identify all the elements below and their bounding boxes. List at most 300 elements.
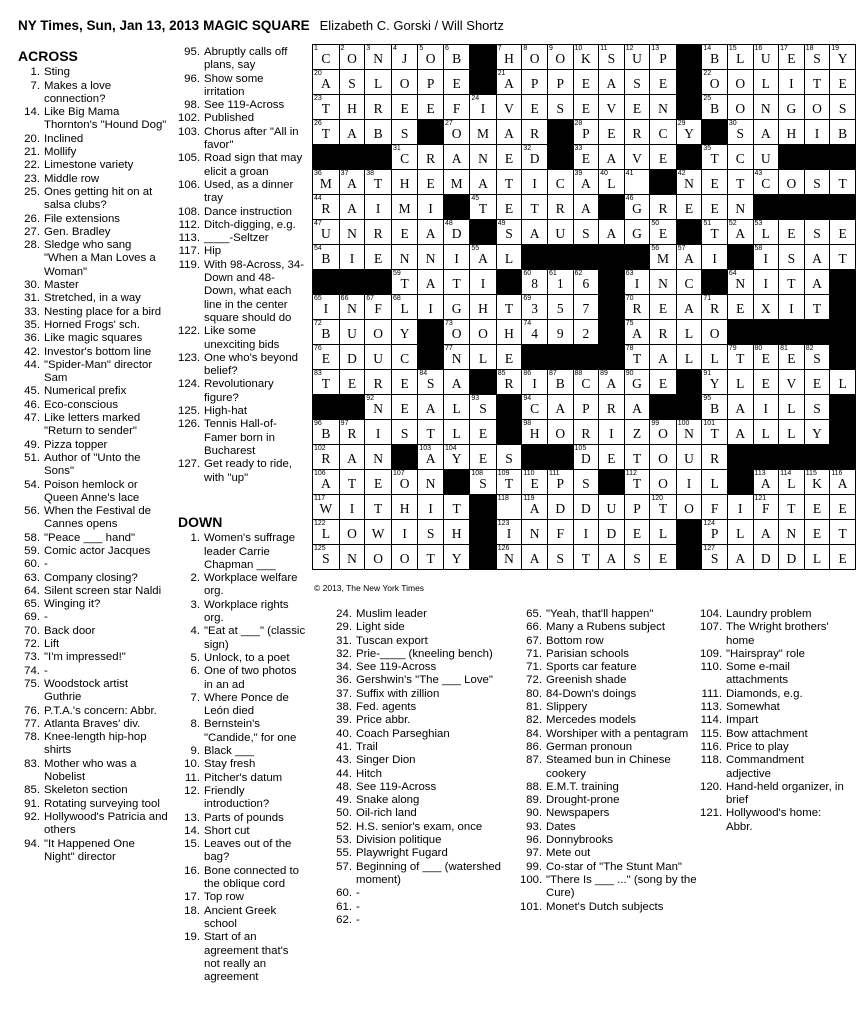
grid-cell[interactable] [339,120,365,145]
clue-item[interactable] [178,812,306,825]
grid-cell[interactable] [391,195,417,220]
grid-cell[interactable] [676,420,702,445]
grid-cell[interactable] [779,170,805,195]
grid-cell[interactable] [339,245,365,270]
grid-cell[interactable] [496,495,522,520]
grid-cell[interactable] [624,270,650,295]
grid-cell[interactable] [547,320,573,345]
grid-cell[interactable] [365,120,392,145]
grid-cell[interactable] [702,395,728,420]
clue-item[interactable] [18,678,168,705]
grid-cell[interactable] [443,145,469,170]
grid-cell[interactable] [779,370,805,395]
grid-cell[interactable] [443,420,469,445]
grid-cell[interactable] [650,95,676,120]
clue-item[interactable] [700,807,850,834]
grid-cell[interactable] [418,495,444,520]
clue-item[interactable] [18,758,168,785]
grid-cell[interactable] [804,395,830,420]
grid-cell[interactable] [522,95,548,120]
clue-item[interactable] [18,798,168,811]
grid-cell[interactable] [599,120,625,145]
grid-cell[interactable] [650,220,676,245]
grid-cell[interactable] [727,345,753,370]
grid-cell[interactable] [573,295,599,320]
grid-cell[interactable] [599,420,625,445]
clue-item[interactable] [18,811,168,838]
grid-cell[interactable] [753,245,779,270]
clue-item[interactable] [178,99,306,112]
clue-item[interactable] [178,532,306,572]
clue-item[interactable] [178,259,306,325]
grid-cell[interactable] [339,170,365,195]
grid-cell[interactable] [547,470,573,495]
grid-cell[interactable] [496,170,522,195]
grid-cell[interactable] [339,70,365,95]
clue-item[interactable] [330,728,502,741]
grid-cell[interactable] [650,245,676,270]
grid-cell[interactable] [443,220,469,245]
clue-item[interactable] [178,112,306,125]
grid-cell[interactable] [418,420,444,445]
clue-item[interactable] [178,179,306,206]
grid-cell[interactable] [830,70,856,95]
grid-cell[interactable] [573,520,599,545]
grid-cell[interactable] [599,70,625,95]
grid-cell[interactable] [727,120,753,145]
clue-item[interactable] [18,705,168,718]
clue-item[interactable] [178,46,306,73]
grid-cell[interactable] [470,345,496,370]
grid-cell[interactable] [702,445,728,470]
grid-cell[interactable] [650,70,676,95]
clue-item[interactable] [178,219,306,232]
grid-cell[interactable] [830,95,856,120]
clue-item[interactable] [330,621,502,634]
clue-item[interactable] [18,532,168,545]
clue-item[interactable] [178,152,306,179]
grid-cell[interactable] [547,70,573,95]
grid-cell[interactable] [702,245,728,270]
clue-item[interactable] [700,741,850,754]
grid-cell[interactable] [522,545,548,570]
grid-cell[interactable] [727,370,753,395]
grid-cell[interactable] [365,345,392,370]
grid-cell[interactable] [599,45,625,70]
grid-cell[interactable] [470,320,496,345]
grid-cell[interactable] [547,295,573,320]
crossword-grid-table[interactable] [312,44,856,570]
grid-cell[interactable] [547,420,573,445]
grid-cell[interactable] [313,520,340,545]
grid-cell[interactable] [313,70,340,95]
clue-item[interactable] [18,146,168,159]
grid-cell[interactable] [496,520,522,545]
grid-cell[interactable] [702,95,728,120]
grid-cell[interactable] [547,45,573,70]
grid-cell[interactable] [418,45,444,70]
clue-item[interactable] [178,785,306,812]
grid-cell[interactable] [650,545,676,570]
clue-item[interactable] [330,861,502,888]
grid-cell[interactable] [676,245,702,270]
grid-cell[interactable] [365,170,392,195]
grid-cell[interactable] [804,270,830,295]
grid-cell[interactable] [418,270,444,295]
grid-cell[interactable] [313,445,340,470]
clue-item[interactable] [700,714,850,727]
clue-item[interactable] [700,648,850,661]
clue-item[interactable] [18,838,168,865]
grid-cell[interactable] [391,120,417,145]
grid-cell[interactable] [470,470,496,495]
grid-cell[interactable] [650,445,676,470]
grid-cell[interactable] [830,245,856,270]
grid-cell[interactable] [470,95,496,120]
grid-cell[interactable] [702,370,728,395]
grid-cell[interactable] [702,520,728,545]
grid-cell[interactable] [804,420,830,445]
grid-cell[interactable] [779,420,805,445]
grid-cell[interactable] [496,295,522,320]
clue-item[interactable] [18,133,168,146]
clue-item[interactable] [178,905,306,932]
clue-item[interactable] [178,405,306,418]
grid-cell[interactable] [418,295,444,320]
grid-cell[interactable] [365,195,392,220]
grid-cell[interactable] [779,45,805,70]
clue-item[interactable] [700,661,850,688]
grid-cell[interactable] [313,245,340,270]
clue-item[interactable] [178,352,306,379]
grid-cell[interactable] [547,370,573,395]
clue-item[interactable] [520,754,700,781]
grid-cell[interactable] [624,445,650,470]
grid-cell[interactable] [702,295,728,320]
grid-cell[interactable] [624,345,650,370]
clue-item[interactable] [18,412,168,439]
clue-item[interactable] [330,887,502,900]
grid-cell[interactable] [702,470,728,495]
grid-cell[interactable] [443,395,469,420]
grid-cell[interactable] [443,320,469,345]
grid-cell[interactable] [522,220,548,245]
clue-item[interactable] [520,674,700,687]
clue-item[interactable] [18,213,168,226]
clue-item[interactable] [178,665,306,692]
grid-cell[interactable] [779,345,805,370]
grid-cell[interactable] [830,45,856,70]
clue-item[interactable] [520,648,700,661]
grid-cell[interactable] [830,370,856,395]
grid-cell[interactable] [753,95,779,120]
clue-item[interactable] [330,661,502,674]
clue-item[interactable] [178,931,306,984]
grid-cell[interactable] [676,345,702,370]
grid-cell[interactable] [624,45,650,70]
grid-cell[interactable] [339,345,365,370]
clue-item[interactable] [18,292,168,305]
grid-cell[interactable] [496,120,522,145]
grid-cell[interactable] [599,170,625,195]
grid-cell[interactable] [313,420,340,445]
grid-cell[interactable] [676,170,702,195]
clue-item[interactable] [18,173,168,186]
grid-cell[interactable] [443,70,469,95]
grid-cell[interactable] [391,295,417,320]
grid-cell[interactable] [830,170,856,195]
grid-cell[interactable] [339,470,365,495]
grid-cell[interactable] [624,495,650,520]
grid-cell[interactable] [779,270,805,295]
grid-cell[interactable] [365,95,392,120]
grid-cell[interactable] [522,395,548,420]
grid-cell[interactable] [650,120,676,145]
grid-cell[interactable] [496,470,522,495]
clue-item[interactable] [520,741,700,754]
grid-cell[interactable] [547,545,573,570]
grid-cell[interactable] [391,70,417,95]
grid-cell[interactable] [443,545,469,570]
clue-item[interactable] [330,754,502,767]
clue-item[interactable] [330,914,502,927]
grid-cell[interactable] [547,395,573,420]
clue-item[interactable] [520,901,700,914]
grid-cell[interactable] [702,170,728,195]
grid-cell[interactable] [496,70,522,95]
grid-cell[interactable] [443,295,469,320]
clue-item[interactable] [18,572,168,585]
clue-item[interactable] [18,346,168,359]
clue-item[interactable] [178,865,306,892]
grid-cell[interactable] [753,520,779,545]
grid-cell[interactable] [779,295,805,320]
grid-cell[interactable] [470,195,496,220]
clue-item[interactable] [178,378,306,405]
grid-cell[interactable] [753,420,779,445]
grid-cell[interactable] [573,470,599,495]
grid-cell[interactable] [599,145,625,170]
clue-item[interactable] [330,847,502,860]
grid-cell[interactable] [339,445,365,470]
grid-cell[interactable] [365,445,392,470]
grid-cell[interactable] [470,170,496,195]
grid-cell[interactable] [753,120,779,145]
grid-cell[interactable] [804,345,830,370]
clue-item[interactable] [330,821,502,834]
grid-cell[interactable] [443,95,469,120]
grid-cell[interactable] [418,195,444,220]
grid-cell[interactable] [727,545,753,570]
grid-cell[interactable] [443,345,469,370]
grid-cell[interactable] [522,120,548,145]
grid-cell[interactable] [573,70,599,95]
clue-item[interactable] [18,319,168,332]
grid-cell[interactable] [753,145,779,170]
grid-cell[interactable] [753,45,779,70]
clue-item[interactable] [330,635,502,648]
grid-cell[interactable] [702,195,728,220]
grid-cell[interactable] [470,270,496,295]
grid-cell[interactable] [727,95,753,120]
grid-cell[interactable] [418,395,444,420]
clue-item[interactable] [520,661,700,674]
grid-cell[interactable] [443,445,469,470]
grid-cell[interactable] [753,370,779,395]
grid-cell[interactable] [522,195,548,220]
grid-cell[interactable] [779,245,805,270]
clue-item[interactable] [18,545,168,558]
grid-cell[interactable] [624,70,650,95]
grid-cell[interactable] [339,370,365,395]
grid-cell[interactable] [391,495,417,520]
clue-item[interactable] [18,226,168,239]
grid-cell[interactable] [573,395,599,420]
clue-item[interactable] [18,638,168,651]
grid-cell[interactable] [702,345,728,370]
grid-cell[interactable] [365,245,392,270]
grid-cell[interactable] [650,420,676,445]
grid-cell[interactable] [779,395,805,420]
grid-cell[interactable] [624,370,650,395]
clue-item[interactable] [178,758,306,771]
grid-cell[interactable] [443,370,469,395]
clue-item[interactable] [178,73,306,100]
grid-cell[interactable] [496,345,522,370]
grid-cell[interactable] [727,70,753,95]
clue-item[interactable] [330,714,502,727]
clue-item[interactable] [18,479,168,506]
grid-cell[interactable] [339,195,365,220]
grid-cell[interactable] [702,545,728,570]
grid-cell[interactable] [313,220,340,245]
grid-cell[interactable] [391,245,417,270]
grid-cell[interactable] [702,420,728,445]
grid-cell[interactable] [727,45,753,70]
grid-cell[interactable] [599,370,625,395]
grid-cell[interactable] [496,195,522,220]
clue-item[interactable] [18,505,168,532]
grid-cell[interactable] [443,270,469,295]
grid-cell[interactable] [522,70,548,95]
grid-cell[interactable] [676,495,702,520]
grid-cell[interactable] [547,520,573,545]
grid-cell[interactable] [418,70,444,95]
grid-cell[interactable] [313,120,340,145]
grid-cell[interactable] [522,170,548,195]
grid-cell[interactable] [676,445,702,470]
grid-cell[interactable] [753,220,779,245]
clue-item[interactable] [178,718,306,745]
grid-cell[interactable] [391,270,417,295]
clue-item[interactable] [520,728,700,741]
grid-cell[interactable] [753,295,779,320]
grid-cell[interactable] [676,295,702,320]
grid-cell[interactable] [727,220,753,245]
grid-cell[interactable] [365,295,392,320]
grid-cell[interactable] [779,545,805,570]
clue-item[interactable] [178,838,306,865]
grid-cell[interactable] [339,520,365,545]
clue-item[interactable] [330,834,502,847]
grid-cell[interactable] [339,420,365,445]
grid-cell[interactable] [391,145,417,170]
grid-cell[interactable] [573,320,599,345]
grid-cell[interactable] [391,170,417,195]
grid-cell[interactable] [599,495,625,520]
clue-item[interactable] [18,558,168,571]
grid-cell[interactable] [573,420,599,445]
grid-cell[interactable] [547,170,573,195]
grid-cell[interactable] [496,370,522,395]
grid-cell[interactable] [599,520,625,545]
grid-cell[interactable] [547,220,573,245]
grid-cell[interactable] [804,220,830,245]
grid-cell[interactable] [804,370,830,395]
grid-cell[interactable] [624,295,650,320]
clue-item[interactable] [178,126,306,153]
grid-cell[interactable] [804,45,830,70]
grid-cell[interactable] [313,495,340,520]
grid-cell[interactable] [365,470,392,495]
grid-cell[interactable] [599,445,625,470]
clue-item[interactable] [18,332,168,345]
grid-cell[interactable] [676,470,702,495]
clue-item[interactable] [178,652,306,665]
grid-cell[interactable] [522,495,548,520]
grid-cell[interactable] [443,120,469,145]
grid-cell[interactable] [676,120,702,145]
grid-cell[interactable] [496,245,522,270]
clue-item[interactable] [700,688,850,701]
clue-item[interactable] [520,794,700,807]
clue-item[interactable] [178,572,306,599]
grid-cell[interactable] [339,220,365,245]
grid-cell[interactable] [702,45,728,70]
grid-cell[interactable] [779,495,805,520]
grid-cell[interactable] [727,170,753,195]
clue-item[interactable] [520,688,700,701]
grid-cell[interactable] [830,220,856,245]
clue-item[interactable] [18,279,168,292]
grid-cell[interactable] [470,245,496,270]
grid-cell[interactable] [599,95,625,120]
grid-cell[interactable] [365,70,392,95]
grid-cell[interactable] [313,45,340,70]
grid-cell[interactable] [391,320,417,345]
grid-cell[interactable] [830,120,856,145]
grid-cell[interactable] [650,320,676,345]
clue-item[interactable] [330,741,502,754]
grid-cell[interactable] [779,470,805,495]
clue-item[interactable] [520,635,700,648]
grid-cell[interactable] [779,220,805,245]
grid-cell[interactable] [650,295,676,320]
clue-item[interactable] [18,159,168,172]
grid-cell[interactable] [573,95,599,120]
clue-item[interactable] [520,874,700,901]
clue-item[interactable] [18,731,168,758]
grid-cell[interactable] [313,545,340,570]
grid-cell[interactable] [624,320,650,345]
clue-item[interactable] [178,891,306,904]
clue-item[interactable] [520,834,700,847]
clue-item[interactable] [178,418,306,458]
grid-cell[interactable] [753,70,779,95]
grid-cell[interactable] [573,170,599,195]
grid-cell[interactable] [391,545,417,570]
grid-cell[interactable] [573,545,599,570]
